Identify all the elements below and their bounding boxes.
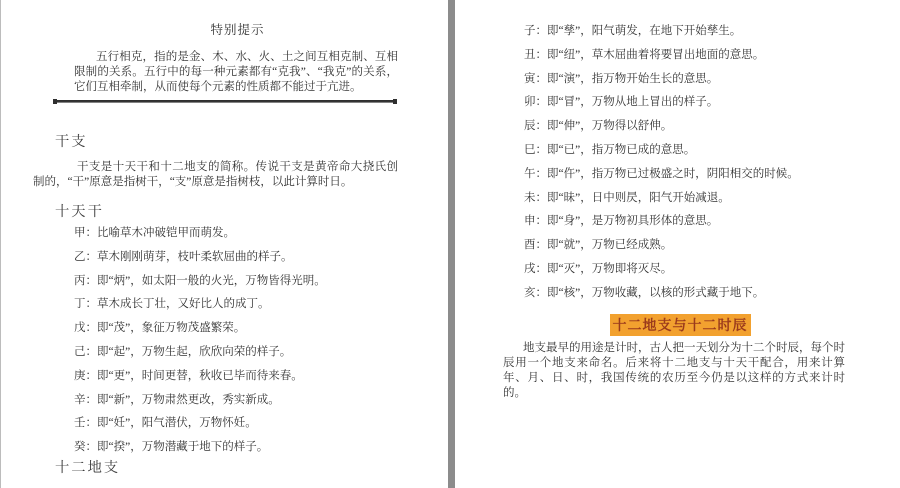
branch-item: 未：即“昧”，日中则昃，阳气开始减退。 bbox=[524, 191, 730, 204]
branch-item: 午：即“仵”，指万物已过极盛之时，阴阳相交的时候。 bbox=[524, 167, 799, 180]
notice-title: 特别提示 bbox=[210, 23, 265, 37]
branch-item: 丑：即“纽”，草木屈曲着将要冒出地面的意思。 bbox=[524, 48, 765, 61]
highlight-heading-row bbox=[460, 314, 900, 336]
page-left-edge-line bbox=[0, 0, 1, 488]
branch-item: 子：即“孳”，阳气萌发，在地下开始孳生。 bbox=[524, 25, 742, 37]
heading-ganzhi: 干支 bbox=[55, 134, 88, 150]
horizontal-rule bbox=[55, 100, 395, 103]
stem-item: 丁：草木成长丁壮，又好比人的成丁。 bbox=[74, 298, 270, 311]
stem-item: 癸：即“揆”，万物潜藏于地下的样子。 bbox=[74, 441, 269, 454]
stem-item: 乙：草木刚刚萌芽，枝叶柔软屈曲的样子。 bbox=[74, 250, 293, 263]
branch-item: 卯：即“冒”，万物从地上冒出的样子。 bbox=[524, 96, 719, 109]
branch-item: 寅：即“演”，指万物开始生长的意思。 bbox=[524, 72, 719, 85]
timekeeping-paragraph: 地支最早的用途是计时，古人把一天划分为十二个时辰，每个时辰用一个地支来命名。后来将十二地支与十天干配合，用来计算年、月、日、时，我国传统的农历至今仍是以这样的方式来计时的。 bbox=[503, 342, 845, 399]
stem-item: 甲：比喻草木冲破铠甲而萌发。 bbox=[74, 227, 235, 239]
stem-item: 戊：即“茂”，象征万物茂盛繁荣。 bbox=[74, 322, 246, 335]
stem-item: 壬：即“妊”，阳气潜伏，万物怀妊。 bbox=[74, 417, 257, 430]
branch-item: 戌：即“灭”，万物即将灭尽。 bbox=[524, 262, 673, 275]
heading-twelve-branches: 十二地支 bbox=[55, 460, 121, 476]
branch-item: 辰：即“伸”，万物得以舒伸。 bbox=[524, 120, 673, 133]
heading-ten-stems: 十天干 bbox=[55, 204, 104, 220]
branch-list bbox=[524, 20, 854, 306]
stem-item: 庚：即“更”，时间更替，秋收已毕而待来春。 bbox=[74, 369, 303, 382]
branch-item: 亥：即“核”，万物收藏，以核的形式藏于地下。 bbox=[524, 286, 765, 299]
stem-item: 己：即“起”，万物生起，欣欣向荣的样子。 bbox=[74, 345, 292, 358]
stem-item: 丙：即“炳”，如太阳一般的火光，万物皆得光明。 bbox=[74, 274, 326, 287]
branch-item: 申：即“身”，是万物初具形体的意思。 bbox=[524, 215, 719, 228]
branch-item: 酉：即“就”，万物已经成熟。 bbox=[524, 239, 673, 252]
page-divider bbox=[448, 0, 455, 488]
stem-list bbox=[74, 222, 414, 460]
ganzhi-paragraph: 干支是十天干和十二地支的简称。传说干支是黄帝命大挠氏创制的，“干”原意是指树干，“支”原意是指树枝，以此计算时日。 bbox=[33, 161, 398, 188]
notice-paragraph: 五行相克，指的是金、木、水、火、土之间互相克制、互相限制的关系。五行中的每一种元素都有“克我”、“我克”的关系，它们互相牵制，从而使每个元素的性质都不能过于亢进。 bbox=[74, 51, 398, 93]
heading-branches-and-hours: 十二地支与十二时辰 bbox=[610, 314, 751, 336]
branch-item: 巳：即“已”，指万物已成的意思。 bbox=[524, 143, 696, 156]
stem-item: 辛：即“新”，万物肃然更改，秀实新成。 bbox=[74, 393, 280, 406]
